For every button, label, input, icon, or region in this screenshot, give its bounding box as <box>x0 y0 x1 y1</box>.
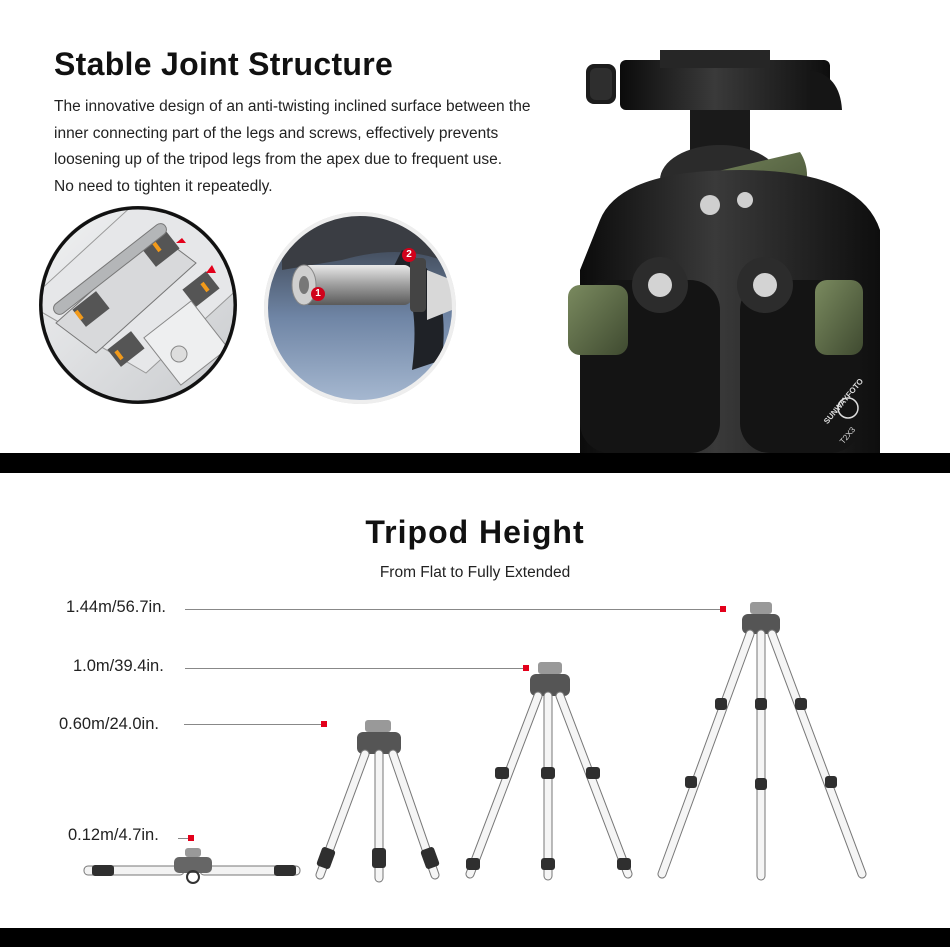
tripod-60cm-illustration <box>305 720 455 885</box>
tripod-flat-illustration <box>80 845 305 885</box>
height-label-max: 1.44m/56.7in. <box>66 598 166 616</box>
product-brand-label: SUNWAYFOTO <box>822 376 866 426</box>
tripod-head-photo <box>560 40 950 453</box>
description-line: loosening up of the tripod legs from the apex due to frequent use. <box>54 151 503 168</box>
description-line: The innovative design of an anti-twisting inclined surface between the <box>54 98 531 115</box>
callout-badge-2: 2 <box>402 248 416 262</box>
description-line: inner connecting part of the legs and screws, effectively prevents <box>54 124 499 142</box>
bottom-band <box>0 928 950 947</box>
height-subtitle: From Flat to Fully Extended <box>379 564 571 581</box>
height-label-1m: 1.0m/39.4in. <box>73 657 164 675</box>
height-title: Tripod Height <box>365 514 585 550</box>
joint-description <box>54 94 594 200</box>
joint-title: Stable Joint Structure <box>54 46 394 82</box>
description-line: No need to tighten it repeatedly. <box>54 177 273 195</box>
joint-cutaway-diagram <box>36 203 240 407</box>
section-divider <box>0 453 950 473</box>
leader-line-max <box>185 609 720 610</box>
tripod-max-illustration <box>650 602 875 884</box>
product-model-label: T2X3 <box>838 425 858 446</box>
height-label-min: 0.12m/4.7in. <box>68 826 159 844</box>
leader-line-min <box>178 838 188 839</box>
leader-line-60cm <box>184 724 321 725</box>
height-marker-min <box>188 835 194 841</box>
callout-badge-1: 1 <box>311 287 325 301</box>
height-label-60cm: 0.60m/24.0in. <box>59 715 159 733</box>
screw-detail-diagram <box>262 210 458 406</box>
joint-section <box>0 0 950 453</box>
tripod-1m-illustration <box>460 662 640 884</box>
